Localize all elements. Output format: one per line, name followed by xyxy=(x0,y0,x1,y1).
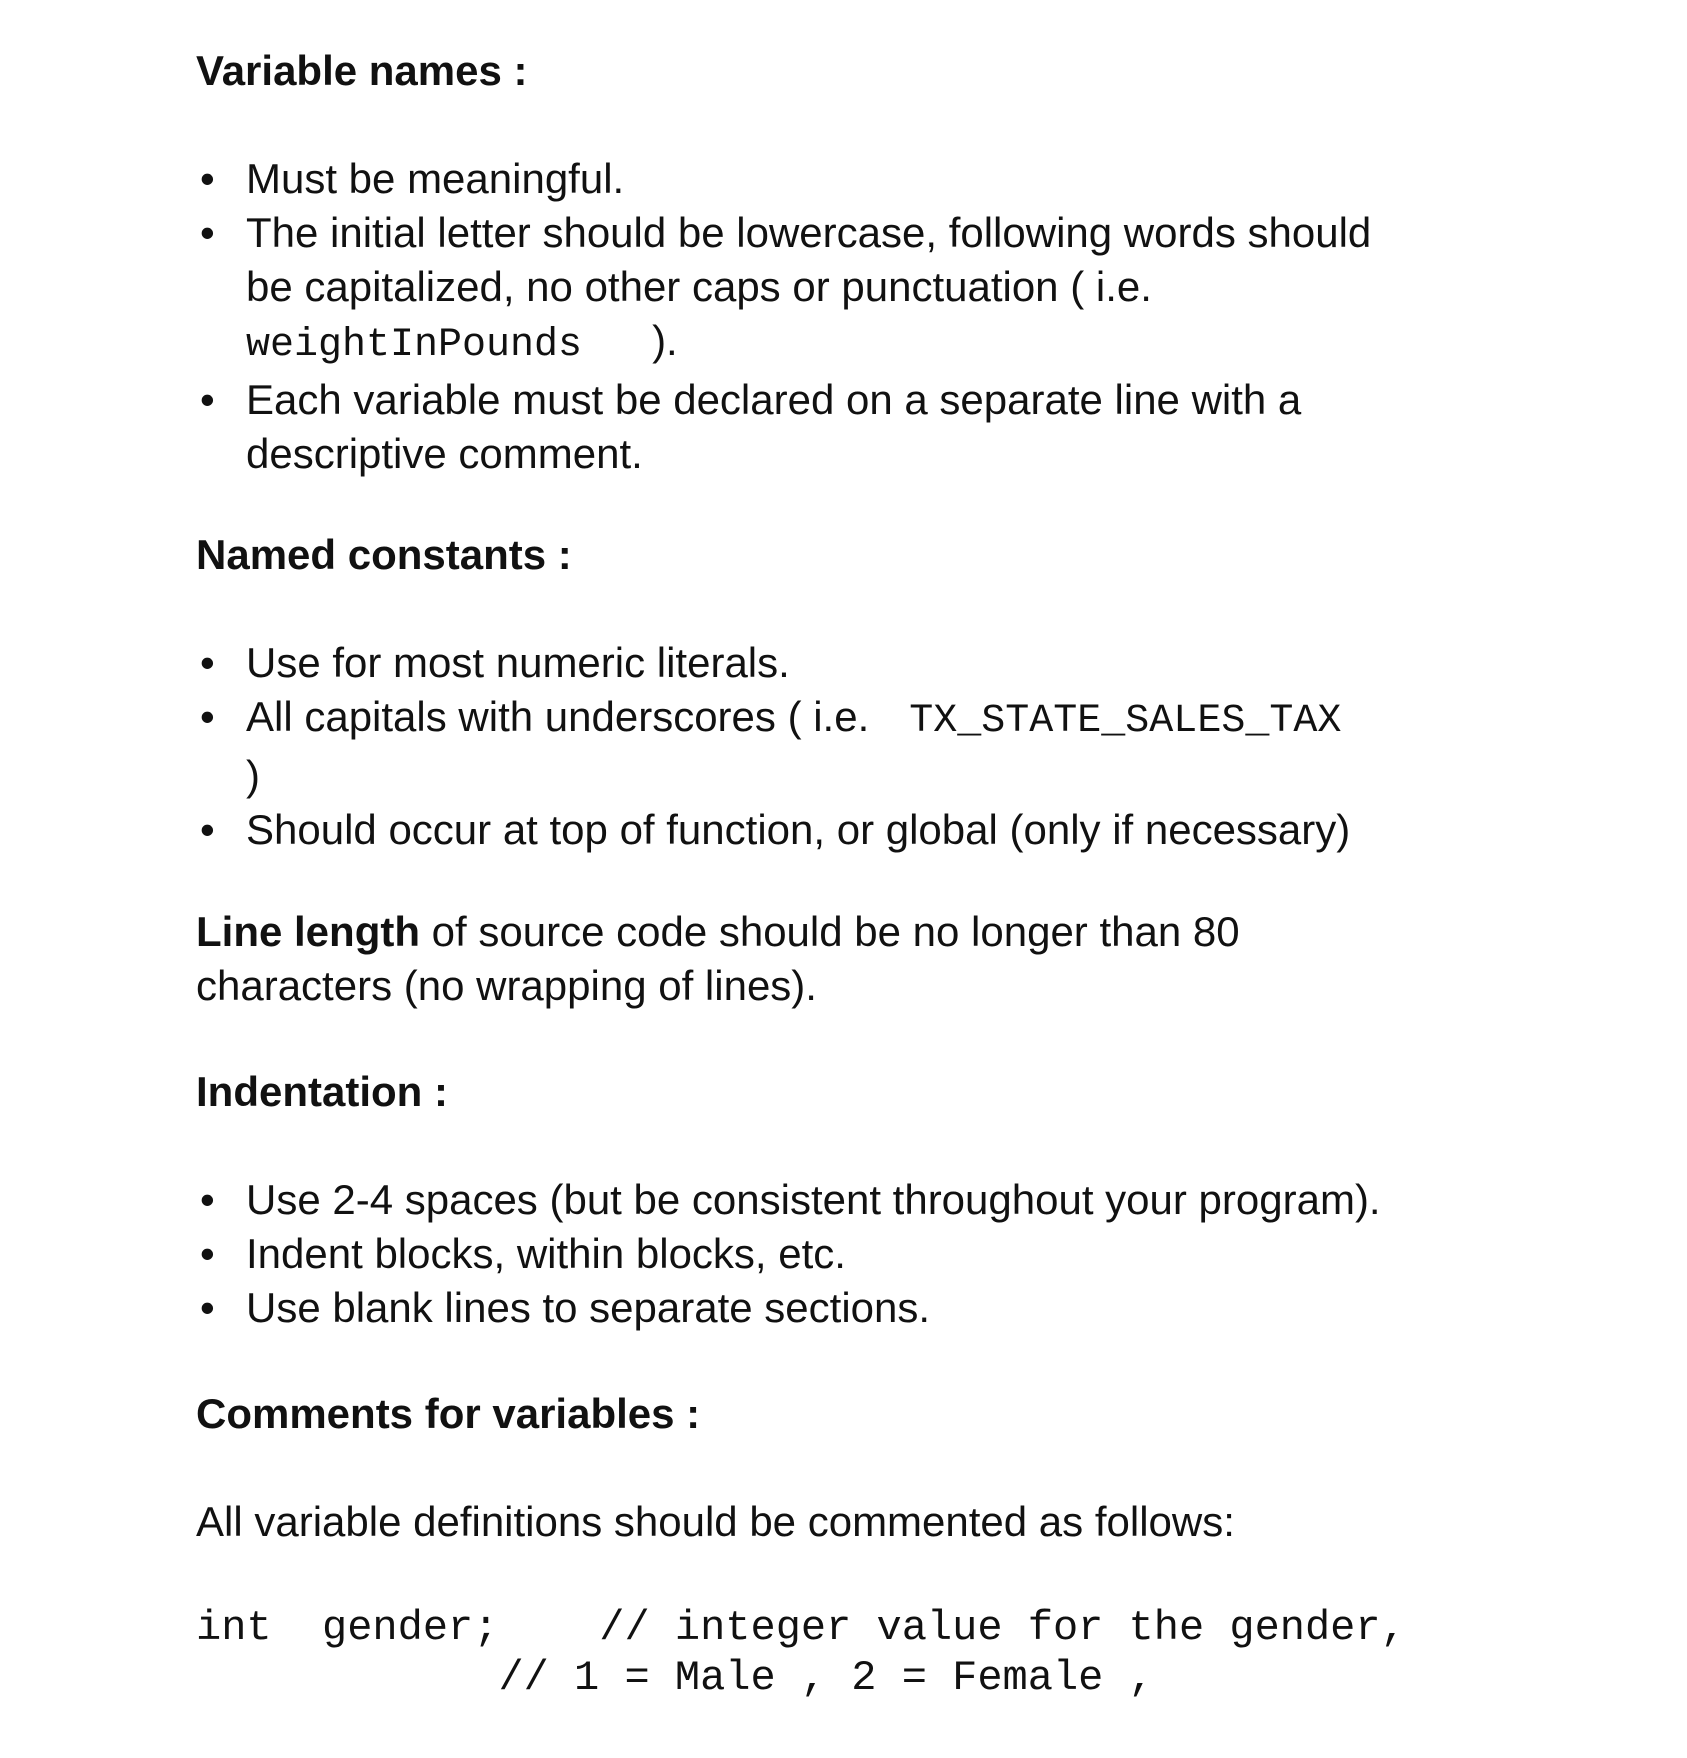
section-comments-for-variables xyxy=(196,1387,1496,1703)
code-example: weightInPounds xyxy=(246,323,583,368)
bullet-text: Should occur at top of function, or global (only if necessary) xyxy=(246,806,1351,853)
list-named-constants xyxy=(196,636,1496,857)
bullet-icon: • xyxy=(200,1230,215,1277)
heading-comments-for-variables: Comments for variables : xyxy=(196,1390,701,1437)
heading-variable-names: Variable names : xyxy=(196,47,528,94)
bullet-text: ). xyxy=(652,317,678,364)
bullet-text: be capitalized, no other caps or punctuation ( i.e. xyxy=(246,263,1152,310)
list-item xyxy=(196,152,1371,206)
bullet-text: All capitals with underscores ( i.e. xyxy=(246,693,870,740)
code-line: // 1 = Male , 2 = Female , xyxy=(196,1654,1154,1702)
bullet-icon: • xyxy=(200,806,215,853)
section-indentation xyxy=(196,1065,1496,1335)
bullet-icon: • xyxy=(200,376,215,423)
bullet-icon: • xyxy=(200,209,215,256)
list-item xyxy=(196,1227,1496,1281)
bullet-text: descriptive comment. xyxy=(246,430,643,477)
bullet-text: ) xyxy=(246,752,260,799)
bullet-icon: • xyxy=(200,693,215,740)
heading-named-constants: Named constants : xyxy=(196,531,572,578)
list-item xyxy=(196,690,1496,803)
list-indentation xyxy=(196,1173,1496,1335)
bullet-text: Must be meaningful. xyxy=(246,155,625,202)
list-item xyxy=(196,1173,1496,1227)
paragraph-line-length xyxy=(196,905,1496,1013)
paragraph-text: of source code should be no longer than 80 xyxy=(420,908,1240,955)
bullet-text: Use 2-4 spaces (but be consistent throughout your program). xyxy=(246,1176,1381,1223)
section-line-length xyxy=(196,905,1496,1013)
bullet-icon: • xyxy=(200,639,215,686)
heading-indentation: Indentation : xyxy=(196,1068,448,1115)
list-item xyxy=(196,373,1371,481)
bullet-text: Use blank lines to separate sections. xyxy=(246,1284,931,1331)
list-item xyxy=(196,803,1496,857)
list-item xyxy=(196,206,1371,373)
bullet-text: The initial letter should be lowercase, following words should xyxy=(246,209,1372,256)
bullet-text: Use for most numeric literals. xyxy=(246,639,790,686)
code-block xyxy=(196,1603,1496,1703)
bold-term: Line length xyxy=(196,908,420,955)
code-example: TX_STATE_SALES_TAX xyxy=(909,699,1342,744)
bullet-icon: • xyxy=(200,1176,215,1223)
paragraph-text: characters (no wrapping of lines). xyxy=(196,962,817,1009)
bullet-icon: • xyxy=(200,155,215,202)
list-item xyxy=(196,636,1496,690)
bullet-text: Each variable must be declared on a separate line with a xyxy=(246,376,1302,423)
section-variable-names xyxy=(196,44,1371,481)
bullet-text: Indent blocks, within blocks, etc. xyxy=(246,1230,846,1277)
list-item xyxy=(196,1281,1496,1335)
bullet-icon: • xyxy=(200,1284,215,1331)
section-named-constants xyxy=(196,528,1496,857)
list-variable-names xyxy=(196,152,1371,481)
code-line: int gender; // integer value for the gender, xyxy=(196,1604,1406,1652)
paragraph-intro: All variable definitions should be commented as follows: xyxy=(196,1498,1235,1545)
